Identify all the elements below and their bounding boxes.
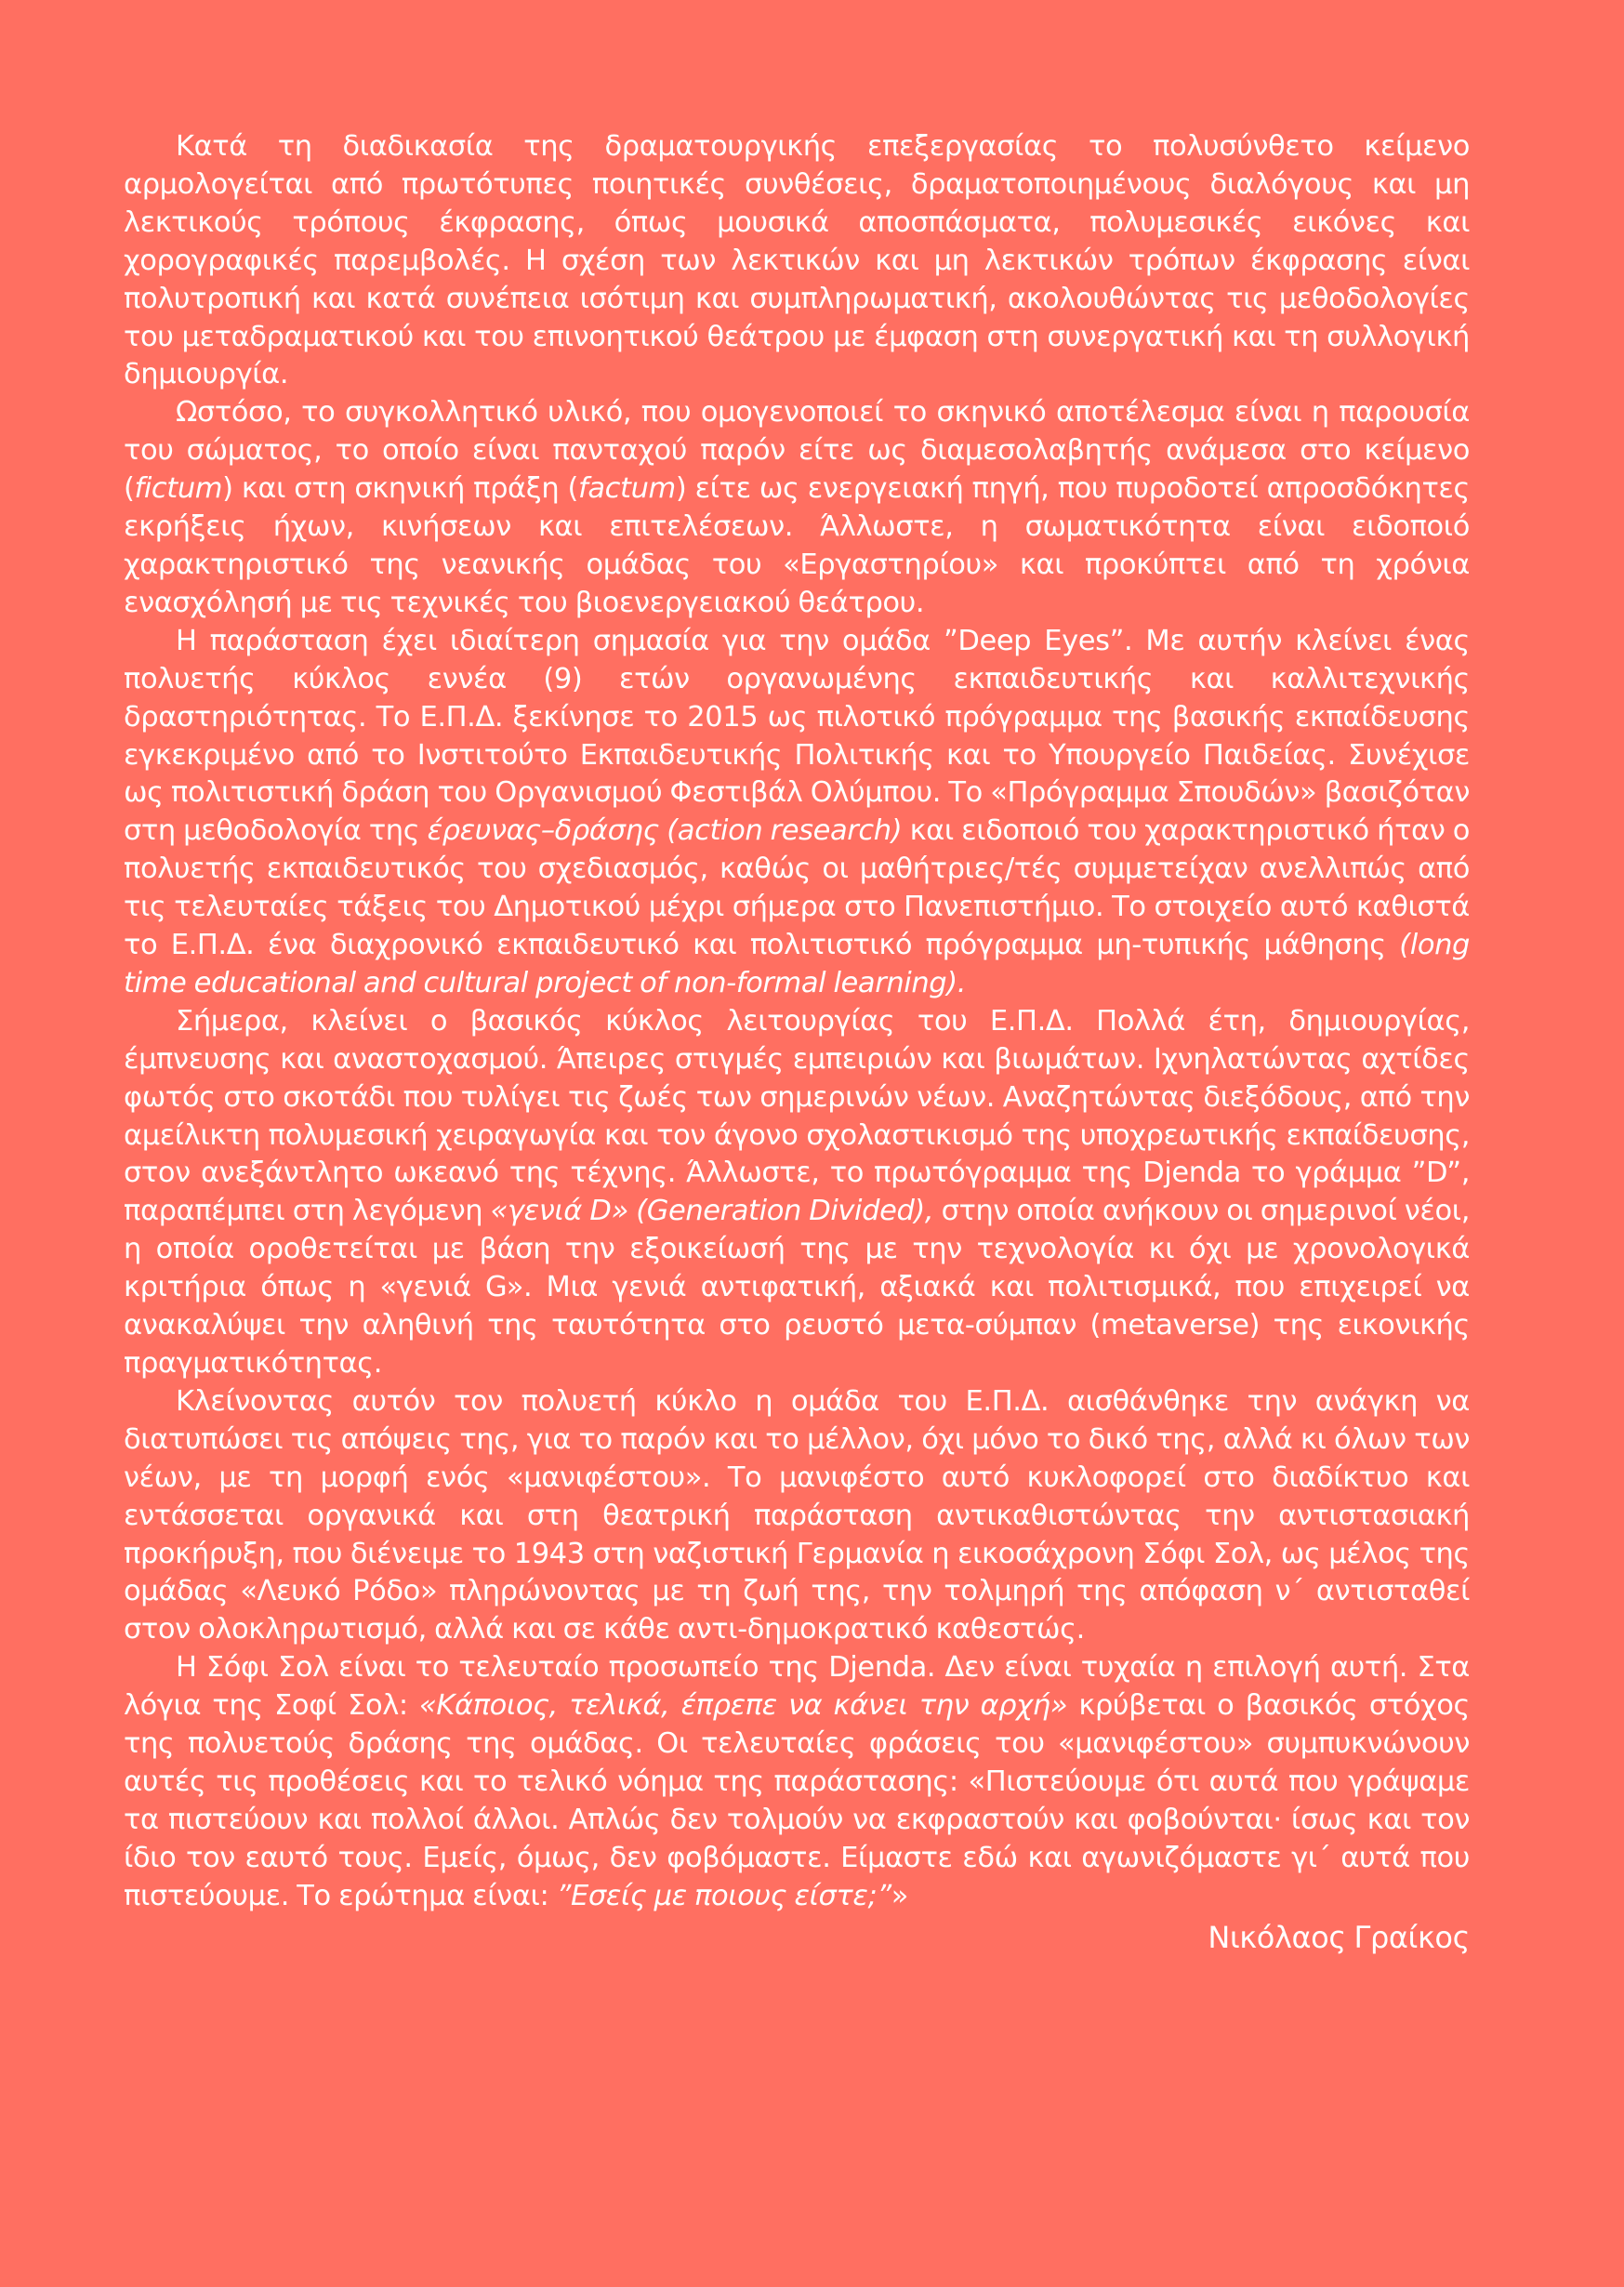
text-run-italic: (long time educational and cultural project of non-formal learning). — [124, 929, 1470, 999]
paragraph — [124, 1003, 1470, 1383]
text-run-italic: «γενιά D» (Generation Divided), — [490, 1195, 934, 1228]
author-signature: Νικόλαος Γραίκος — [1208, 1919, 1470, 1955]
text-run-italic: factum — [578, 472, 676, 506]
text-run: Η παράσταση έχει ιδιαίτερη σημασία για την ομάδα ”Deep Eyes”. Με αυτήν κλείνει ένας πολυετής κύκλος εννέα (9) ετών οργανωμένης εκπαιδευτικής και καλλιτεχνικής δραστηριότητας. Το Ε.Π.Δ. ξεκίνησε το 2015 ως πιλοτικό πρόγραμμα της βασικής εκπαίδευσης εγκεκριμένο από το Ινστιτούτο Εκπαιδευτικής Πολιτικής και το Υπουργείο Παιδείας. Συνέχισε ως πολιτιστική δράση του Οργανισμού Φεστιβάλ Ολύμπου. Το «Πρόγραμμα Σπουδών» βασιζόταν στη μεθοδολογία της — [124, 624, 1470, 848]
paragraph — [124, 394, 1470, 622]
paragraph — [124, 128, 1470, 394]
paragraph — [124, 1649, 1470, 1915]
text-run-italic: fictum — [134, 472, 223, 506]
text-run: ) είτε ως ενεργειακή πηγή, που πυροδοτεί απροσδόκητες εκρήξεις ήχων, κινήσεων και επιτελέσεων. Άλλωστε, η σωματικότητα είναι ειδοποιό χαρακτηριστικό της νεανικής ομάδας του «Εργαστηρίου» και προκύπτει από τη χρόνια ενασχόλησή με τις τεχνικές του βιοενεργειακού θεάτρου. — [124, 472, 1470, 619]
document-body — [124, 128, 1470, 1959]
text-run: » — [891, 1879, 908, 1912]
text-run: Η Σόφι Σολ είναι το τελευταίο προσωπείο της Djenda. Δεν είναι τυχαία η επιλογή αυτή. Στα λόγια της Σοφί Σολ: — [124, 1651, 1470, 1723]
text-run: κρύβεται ο βασικός στόχος της πολυετούς δράσης της ομάδας. Οι τελευταίες φράσεις του «μανιφέστου» συμπυκνώνουν αυτές τις προθέσεις και το τελικό νόημα της παράστασης: «Πιστεύουμε ότι αυτά που γράψαμε τα πιστεύουν και πολλοί άλλοι. Απλώς δεν τολμούν να εκφραστούν και φοβούνται· ίσως και τον ίδιο τον εαυτό τους. Εμείς, όμως, δεν φοβόμαστε. Είμαστε εδώ και αγωνιζόμαστε γι΄ αυτά που πιστεύουμε. Το ερώτημα είναι: — [124, 1689, 1470, 1912]
text-run: Κατά τη διαδικασία της δραματουργικής επεξεργασίας το πολυσύνθετο κείμενο αρμολογείται από πρωτότυπες ποιητικές συνθέσεις, δραματοποιημένους διαλόγους και μη λεκτικούς τρόπους έκφρασης, όπως μουσικά αποσπάσματα, πολυμεσικές εικόνες και χορογραφικές παρεμβολές. Η σχέση των λεκτικών και μη λεκτικών τρόπων έκφρασης είναι πολυτροπική και κατά συνέπεια ισότιμη και συμπληρωματική, ακολουθώντας τις μεθοδολογίες του μεταδραματικού και του επινοητικού θεάτρου με έμφαση στη συνεργατική και τη συλλογική δημιουργία. — [124, 130, 1470, 391]
text-run: και ειδοποιό του χαρακτηριστικό ήταν ο πολυετής εκπαιδευτικός του σχεδιασμός, καθώς οι μαθήτριες/τές συμμετείχαν ανελλιπώς από τις τελευταίες τάξεις του Δημοτικού μέχρι σήμερα στο Πανεπιστήμιο. Το στοιχείο αυτό καθιστά το Ε.Π.Δ. ένα διαχρονικό εκπαιδευτικό και πολιτιστικό πρόγραμμα μη-τυπικής μάθησης — [124, 814, 1471, 962]
text-run: Σήμερα, κλείνει ο βασικός κύκλος λειτουργίας του Ε.Π.Δ. Πολλά έτη, δημιουργίας, έμπνευσης και αναστοχασμού. Άπειρες στιγμές εμπειριών και βιωμάτων. Ιχνηλατώντας αχτίδες φωτός στο σκοτάδι που τυλίγει τις ζωές των σημερινών νέων. Αναζητώντας διεξόδους, από την αμείλικτη πολυμεσική χειραγωγία και τον άγονο σχολαστικισμό της υποχρεωτικής εκπαίδευσης, στον ανεξάντλητο ωκεανό της τέχνης. Άλλωστε, το πρωτόγραμμα της Djenda το γράμμα ”D”, παραπέμπει στη λεγόμενη — [124, 1004, 1470, 1228]
text-run-italic: ”Εσείς με ποιους είστε;” — [556, 1879, 891, 1912]
text-run: Κλείνοντας αυτόν τον πολυετή κύκλο η ομάδα του Ε.Π.Δ. αισθάνθηκε την ανάγκη να διατυπώσει τις απόψεις της, για το παρόν και το μέλλον, όχι μόνο το δικό της, αλλά κι όλων των νέων, με τη μορφή ενός «μανιφέστου». Το μανιφέστο αυτό κυκλοφορεί στο διαδίκτυο και εντάσσεται οργανικά και στη θεατρική παράσταση αντικαθιστώντας την αντιστασιακή προκήρυξη, που διένειμε το 1943 στη ναζιστική Γερμανία η εικοσάχρονη Σόφι Σολ, ως μέλος της ομάδας «Λευκό Ρόδο» πληρώνοντας με τη ζωή της, την τολμηρή της απόφαση ν΄ αντισταθεί στον ολοκληρωτισμό, αλλά και σε κάθε αντι-δημοκρατικό καθεστώς. — [124, 1384, 1470, 1646]
paragraph — [124, 623, 1470, 1003]
text-run-italic: «Κάποιος, τελικά, έπρεπε να κάνει την αρχή» — [418, 1689, 1068, 1723]
text-run: Ωστόσο, το συγκολλητικό υλικό, που ομογενοποιεί το σκηνικό αποτέλεσμα είναι η παρουσία του σώματος, το οποίο είναι πανταχού παρόν είτε ως διαμεσολαβητής ανάμεσα στο κείμενο ( — [124, 396, 1470, 506]
paragraph — [124, 1383, 1470, 1649]
text-run: ) και στη σκηνική πράξη ( — [222, 472, 579, 506]
text-run-italic: έρευνας–δράσης (action research) — [427, 814, 903, 848]
text-run: στην οποία ανήκουν οι σημερινοί νέοι, η οποία οροθετείται με βάση την εξοικείωσή της με την τεχνολογία κι όχι με χρονολογικά κριτήρια όπως η «γενιά G». Μια γενιά αντιφατική, αξιακά και πολιτισμικά, που επιχειρεί να ανακαλύψει την αληθινή της ταυτότητα στο ρευστό μετα-σύμπαν (metaverse) της εικονικής πραγματικότητας. — [124, 1195, 1470, 1380]
